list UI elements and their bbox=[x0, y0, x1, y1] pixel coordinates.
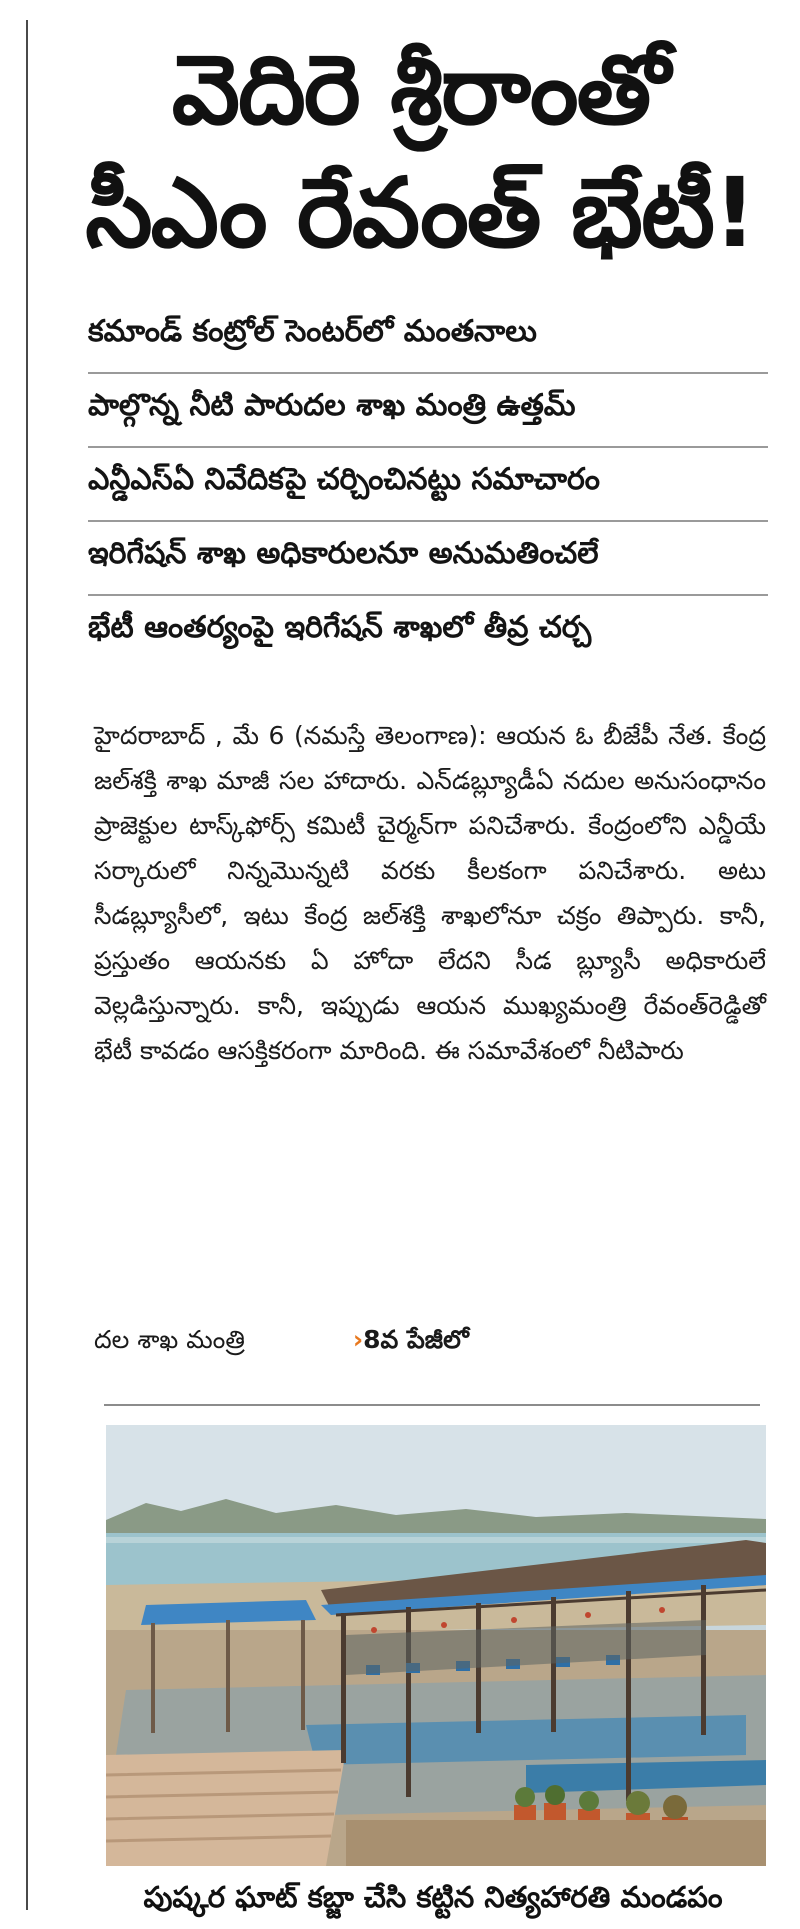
continued-on-page-link[interactable] bbox=[353, 1325, 469, 1354]
deck-line: పాల్గొన్న నీటి పారుదల శాఖ మంత్రి ఉత్తమ్‌ bbox=[88, 374, 768, 448]
deck-line: కమాండ్‌ కంట్రోల్‌ సెంటర్‌లో మంతనాలు bbox=[88, 300, 768, 374]
ghat-pavilion-photo bbox=[106, 1425, 766, 1866]
column-rule bbox=[26, 20, 28, 1910]
headline-line-2: సీఎం రేవంత్‌ భేటీ! bbox=[85, 157, 755, 269]
body-end: దల శాఖ మంత్రి bbox=[94, 1325, 245, 1354]
article-body: హైదరాబాద్‌ , మే 6 (నమస్తే తెలంగాణ): ఆయన ఓ బీజేపీ నేత. కేంద్ర జల్‌శక్తి శాఖ మాజీ సల హాదారు. ఎన్‌డబ్ల్యూడీఏ నదుల అనుసంధానం ప్రాజెక్టుల టాస్క్‌ఫోర్స్‌ కమిటీ చైర్మన్‌గా పనిచేశారు. కేంద్రంలోని ఎన్డీయే సర్కారులో నిన్నమొన్నటి వరకు కీలకంగా పనిచేశారు. అటు సీడబ్ల్యూసీలో, ఇటు కేంద్ర జల్‌శక్తి శాఖలోనూ చక్రం తిప్పారు. కానీ, ప్రస్తుతం ఆయనకు ఏ హోదా లేదని సీడ బ్ల్యూసీ అధికారులే వెల్లడిస్తున్నారు. కానీ, ఇప్పుడు ఆయన ముఖ్యమంత్రి రేవంత్‌రెడ్డితో భేటీ కావడం ఆసక్తికరంగా మారింది. ఈ సమావేశంలో నీటిపారు bbox=[94, 721, 766, 1065]
jump-label: 8వ పేజీలో bbox=[363, 1325, 469, 1354]
chevron-right-icon: › bbox=[352, 1325, 364, 1354]
deck-line: భేటీ ఆంతర్యంపై ఇరిగేషన్‌ శాఖలో తీవ్ర చర్చ bbox=[88, 610, 592, 645]
deck-line: ఇరిగేషన్‌ శాఖ అధికారులనూ అనుమతించలే bbox=[88, 522, 768, 596]
deck-line: ఎన్డీఎస్‌ఏ నివేదికపై చర్చించినట్టు సమాచారం bbox=[88, 448, 768, 522]
deck-list bbox=[88, 300, 768, 670]
section-divider bbox=[104, 1404, 760, 1406]
photo-caption: పుష్కర ఘాట్‌ కబ్జా చేసి కట్టిన నిత్యహారతి మండపం bbox=[143, 1880, 723, 1914]
news-photo bbox=[106, 1425, 766, 1866]
body-continuation bbox=[94, 1317, 766, 1362]
headline-line-1: వెదిరె శ్రీరాంతో bbox=[171, 34, 669, 146]
